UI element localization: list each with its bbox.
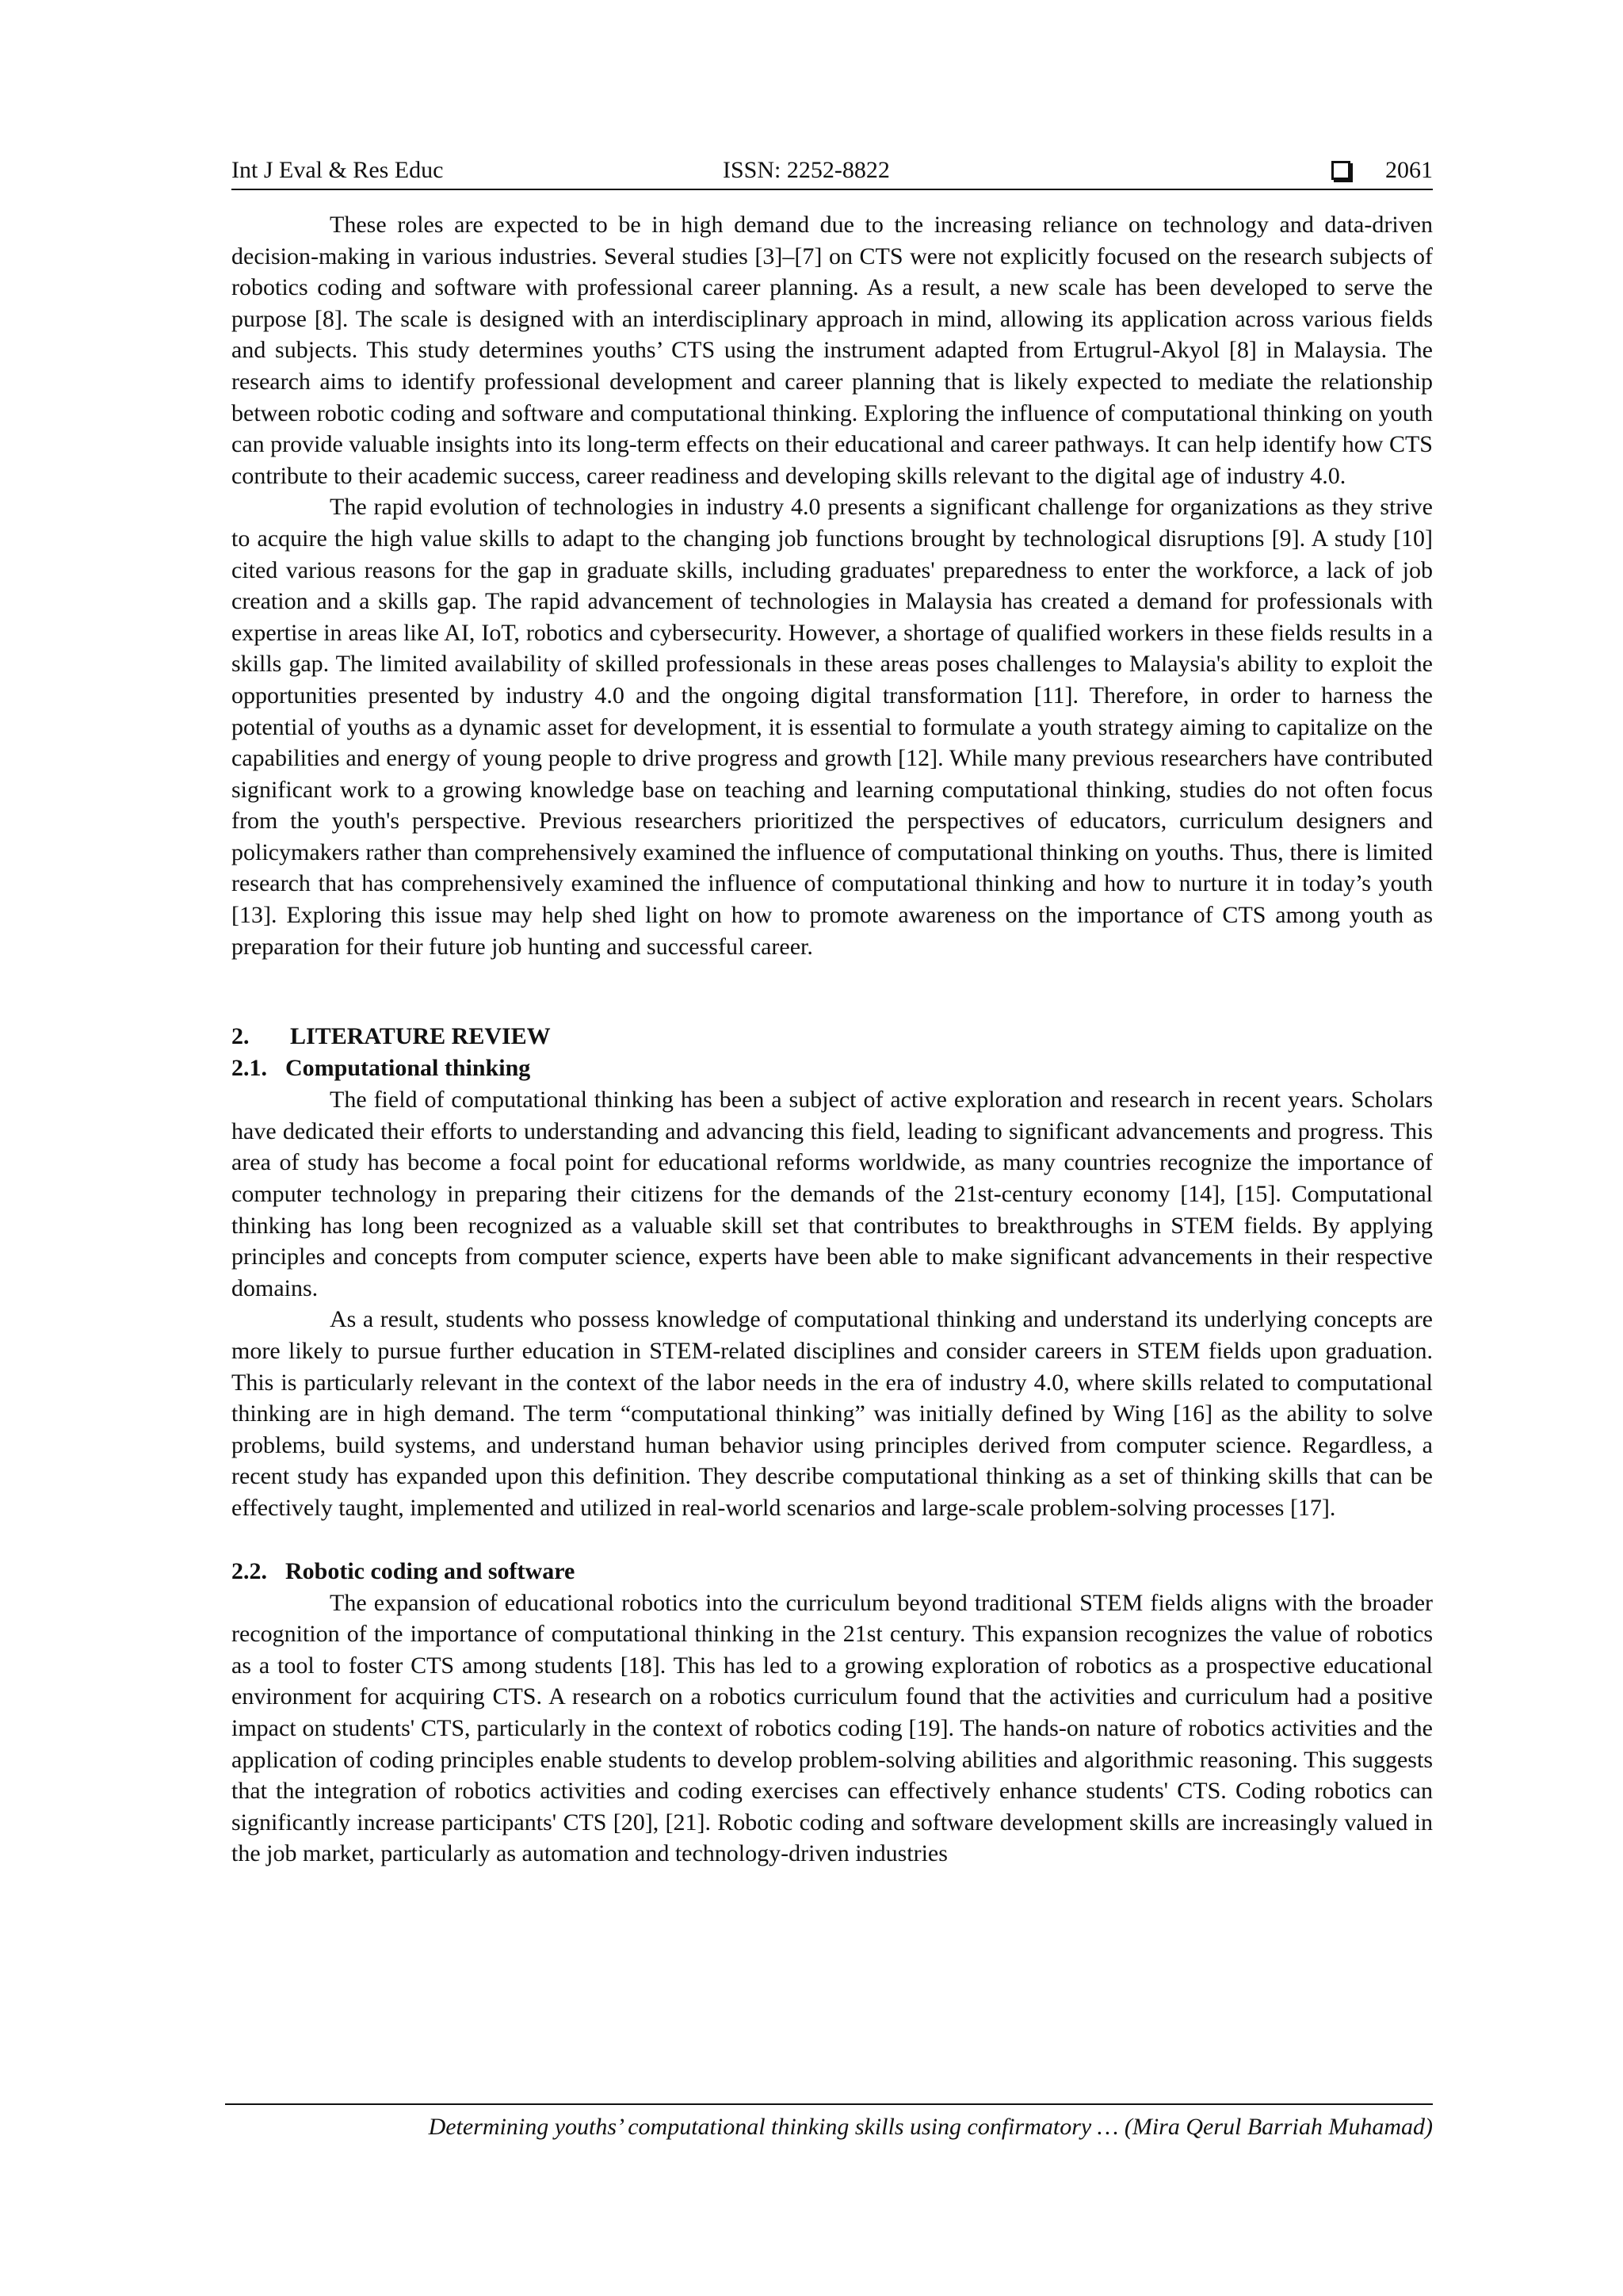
page-number-group [1331,152,1433,189]
section-title: LITERATURE REVIEW [290,1023,551,1050]
subsection-title: Robotic coding and software [285,1557,575,1584]
subsection-heading-robotic-coding [231,1556,1433,1587]
article-body [231,209,1433,1870]
subsection-title: Computational thinking [285,1055,531,1082]
running-footer: Determining youths’ computational thinking skills using confirmatory … (Mira Qerul Barriah Muhamad) [225,2103,1433,2143]
running-header [231,152,1433,190]
section-spacer [231,962,1433,1021]
issn: ISSN: 2252-8822 [723,157,890,183]
section-heading-literature-review [231,1021,1433,1052]
intro-paragraph-1: These roles are expected to be in high demand due to the increasing reliance on technology and data-driven decision-making in various industries. Several studies [3]–[7] on CTS were not explicitly focused on the research subjects of robotics coding and software with professional career planning. As a result, a new scale has been developed to serve the purpose [8]. The scale is designed with an interdisciplinary approach in mind, allowing its application across various fields and subjects. This study determines youths’ CTS using the instrument adapted from Ertugrul-Akyol [8] in Malaysia. The research aims to identify professional development and career planning that is likely expected to mediate the relationship between robotic coding and software and computational thinking. Exploring the influence of computational thinking on youth can provide valuable insights into its long-term effects on their educational and career pathways. It can help identify how CTS contribute to their academic success, career readiness and developing skills relevant to the digital age of industry 4.0. [231,212,1433,489]
intro-paragraph-2: The rapid evolution of technologies in industry 4.0 presents a significant challenge for organizations as they strive to acquire the high value skills to adapt to the changing job functions brought by technological disruptions [9]. A study [10] cited various reasons for the gap in graduate skills, including graduates' preparedness to enter the workforce, a lack of job creation and a skills gap. The rapid advancement of technologies in Malaysia has created a demand for professionals with expertise in areas like AI, IoT, robotics and cybersecurity. However, a shortage of qualified workers in these fields results in a skills gap. The limited availability of skilled professionals in these areas poses challenges to Malaysia's ability to exploit the opportunities presented by industry 4.0 and the ongoing digital transformation [11]. Therefore, in order to harness the potential of youths as a dynamic asset for development, it is essential to formulate a youth strategy aiming to capitalize on the capabilities and energy of young people to drive progress and growth [12]. While many previous researchers have contributed significant work to a growing knowledge base on teaching and learning computational thinking, studies do not often focus from the youth's perspective. Previous researchers prioritized the perspectives of educators, curriculum designers and policymakers rather than comprehensively examined the influence of computational thinking on youths. Thus, there is limited research that has comprehensively examined the influence of computational thinking and how to nurture it in today’s youth [13]. Exploring this issue may help shed light on how to promote awareness on the importance of CTS among youth as preparation for their future job hunting and successful career. [231,494,1433,960]
page [231,152,1433,1870]
robotic-coding-paragraph-1: The expansion of educational robotics into the curriculum beyond traditional STEM fields aligns with the broader recognition of the importance of computational thinking in the 21st century. This expansion recognizes the value of robotics as a tool to foster CTS among students [18]. This has led to a growing exploration of robotics as a prospective educational environment for acquiring CTS. A research on a robotics curriculum found that the activities and curriculum had a positive impact on students' CTS, particularly in the context of robotics coding [19]. The hands-on nature of robotics activities and the application of coding principles enable students to develop problem-solving abilities and algorithmic reasoning. This suggests that the integration of robotics activities and coding exercises can effectively enhance students' CTS. Coding robotics can significantly increase participants' CTS [20], [21]. Robotic coding and software development skills are increasingly valued in the job market, particularly as automation and technology-driven industries [231,1589,1433,1867]
subsection-heading-computational-thinking [231,1052,1433,1084]
square-bullet-icon [1331,161,1350,180]
subsection-number: 2.2. [231,1557,267,1584]
computational-thinking-paragraph-2: As a result, students who possess knowledge of computational thinking and understand its underlying concepts are more likely to pursue further education in STEM-related disciplines and consider careers in STEM fields upon graduation. This is particularly relevant in the context of the labor needs in the era of industry 4.0, where skills related to computational thinking are in high demand. The term “computational thinking” was initially defined by Wing [16] as the ability to solve problems, build systems, and understand human behavior using principles derived from computer science. Regardless, a recent study has expanded upon this definition. They describe computational thinking as a set of thinking skills that can be effectively taught, implemented and utilized in real-world scenarios and large-scale problem-solving processes [17]. [231,1306,1433,1521]
journal-name: Int J Eval & Res Educ [231,157,444,183]
subsection-spacer [231,1524,1433,1556]
page-number: 2061 [1385,157,1433,183]
section-number: 2. [231,1023,250,1050]
subsection-number: 2.1. [231,1055,267,1082]
computational-thinking-paragraph-1: The field of computational thinking has been a subject of active exploration and research in recent years. Scholars have dedicated their efforts to understanding and advancing this field, leading to significant advancements and progress. This area of study has become a focal point for educational reforms worldwide, as many countries recognize the importance of computer technology in preparing their citizens for the demands of the 21st-century economy [14], [15]. Computational thinking has long been recognized as a valuable skill set that contributes to breakthroughs in STEM fields. By applying principles and concepts from computer science, experts have been able to make significant advancements in their respective domains. [231,1087,1433,1301]
